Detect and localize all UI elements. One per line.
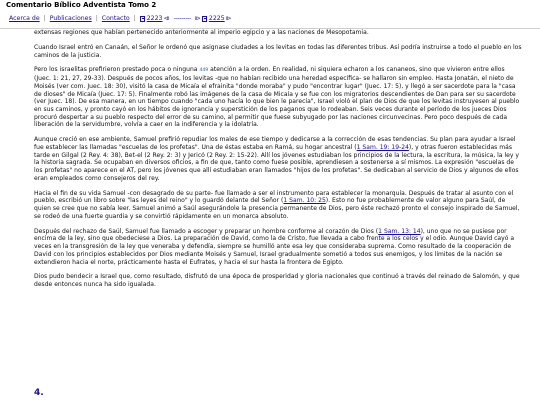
next-page-link[interactable] bbox=[191, 15, 236, 22]
text: Después del rechazo de Saúl, Samuel fue llamado a escoger y preparar un hombre conforme al corazón de Dios ( bbox=[34, 227, 379, 235]
text: ), uno que no se pusiese por encima de la ley, sino que obedeciese a Dios. La preparación de David, como la de Cristo, fue llevada a cabo frente a los celos y el odio. Aunque David cayó a veces en la transgresión de la ley que veneraba y defendía, siempre se humilló ante esa ley que consideraba suprema. Como resultado de la cooperación de David con los principios establecidos por Dios mediante Moisés y Samuel, Israel gradualmente sometió a todos sus enemigos, y los límites de la nación se extendieron hacia el norte, prácticamente hasta el Eufrates, y hacia el sur hasta la frontera de Egipto. bbox=[34, 227, 515, 266]
separator: | bbox=[43, 15, 46, 22]
prev-page-link[interactable] bbox=[137, 15, 174, 22]
arrow-right-icon: ⧐ bbox=[194, 15, 201, 22]
paragraph bbox=[34, 228, 522, 267]
text: Aunque creció en ese ambiente, Samuel prefirió repudiar los males de ese tiempo y dedicarse a la corrección de esas tendencias. Su plan para ayudar a Israel fue establecer las llamadas "escuelas de los profetas". Una de éstas estaba en Ramá, su hogar ancestral ( bbox=[34, 136, 516, 151]
separator: | bbox=[95, 15, 98, 22]
text: Pero los israelitas prefirieron prestado poca o ninguna bbox=[34, 66, 200, 74]
publications-link[interactable]: Publicaciones bbox=[49, 15, 92, 22]
arrow-left-icon: ⧏ bbox=[163, 15, 170, 22]
paragraph bbox=[34, 136, 522, 182]
section-number: 4. bbox=[34, 388, 44, 398]
page-number-marker: 449 bbox=[199, 68, 209, 74]
prev-page-number: 2223 bbox=[146, 15, 163, 22]
text: Hacia el fin de su vida Samuel -con desagrado de su parte- fue llamado a ser el instrumento para establecer la monarquía. Después de tratar al asunto con el pueblo, escribió un libro sobre "las leyes del reino" y lo guardó delante del Señor ( bbox=[34, 189, 514, 205]
page-icon bbox=[140, 16, 145, 22]
paragraph: extensas regiones que habían pertenecido anteriormente al imperio egipcio y a las naciones de Mesopotamia. bbox=[34, 29, 369, 36]
text: atención a la orden. En realidad, ni siquiera echaron a los cananeos, sino que vivieron entre ellos (Juec. 1: 21, 27, 29-33). Después de pocos años, los levitas -que no habían recibido una heredad específica- se hallaron sin empleo. Hasta Jonatán, el nieto de Moisés (ver com. Juec. 18: 30), visitó la casa de Micaía el efrainita "donde moraba" y pudo "encontrar lugar" (Juec. 17: 5), y llegó a ser sacerdote para la "casa de dioses" de Micaía (Juec. 17: 5). Finalmente robó las imágenes de la casa de Micaía y se fue con los migratorios descendientes de Dan para ser su sacerdote (ver Juec. 18). De esa manera, en un tiempo cuando "cada uno hacía lo que bien le parecía", Israel violó el plan de Dios de que los levitas instruyesen al pueblo en sus caminos, y pronto cayó en los hábitos de ignorancia y superstición de los paganos que lo rodeaban. Seis veces durante el período de los jueces Dios procuró despertar a su pueblo respecto del error de su camino, al permitir que fuese subyugado por las naciones circunvecinas. Pero poco después de cada liberación de la servidumbre, volvía a caer en la indiferencia y la idolatría. bbox=[34, 66, 520, 129]
contact-link[interactable]: Contacto bbox=[101, 15, 130, 22]
next-page-number: 2225 bbox=[208, 15, 225, 22]
toolbar bbox=[6, 13, 236, 24]
paragraph bbox=[34, 66, 522, 129]
separator: | bbox=[133, 15, 136, 22]
scripture-reference-link[interactable]: 1 Sam. 19: 19-24 bbox=[356, 144, 409, 151]
app-title: Comentario Bíblico Adventista Tomo 2 bbox=[6, 1, 157, 9]
paragraph bbox=[34, 190, 522, 221]
arrow-right-icon: ⧐ bbox=[225, 15, 232, 22]
scripture-reference-link[interactable]: 1 Sam. 13: 14 bbox=[378, 227, 421, 235]
text: ), y otras fueron establecidas más tarde en Gilgal (2 Rey. 4: 38), Bet-el (2 Rey. 2: 3) y Jericó (2 Rey. 2: 15-22). Allí los jóvenes estudiaban los principios de la lectura, la escritura, la música, la ley y la historia sagrada. Se ocupaban en diversos oficios, a fin de que, tanto como fuese posible, aprendiesen a sostenerse a sí mismos. La expresión "escuelas de los profetas" no aparece en el AT, pero los jóvenes que allí estudiaban eran llamados "hijos de los profetas". Se dedicaban al servicio de Dios y algunos de ellos eran empleados como consejeros del rey. bbox=[34, 144, 519, 182]
page-nav-dashes: --------- bbox=[173, 15, 191, 22]
about-link[interactable]: Acerca de bbox=[9, 15, 40, 22]
paragraph: Dios pudo bendecir a Israel que, como resultado, disfrutó de una época de prosperidad y gloria nacionales que continuó a través del reinado de Salomón, y que desde entonces nunca ha sido igualada. bbox=[34, 273, 520, 289]
scripture-reference-link[interactable]: 1 Sam. 10: 25 bbox=[283, 197, 326, 205]
paragraph: Cuando Israel entró en Canaán, el Señor le ordenó que asignase ciudades a los levitas en todas las diferentes tribus. Así podría instruirse a todo el pueblo en los caminos de la justicia. bbox=[34, 43, 522, 59]
text: ). Esto no fue probablemente de valor alguno para Saúl, de quien se cree que no sabía leer. Samuel animó a Saúl asegurándole la presencia permanente de Dios, pero éste rechazó pronto el consejo inspirado de Samuel, se rodeó de una fuerte guardia y se convirtió rápidamente en un monarca absoluto. bbox=[34, 197, 520, 220]
header bbox=[0, 0, 540, 29]
article-body bbox=[34, 29, 522, 296]
page-icon bbox=[202, 16, 207, 22]
